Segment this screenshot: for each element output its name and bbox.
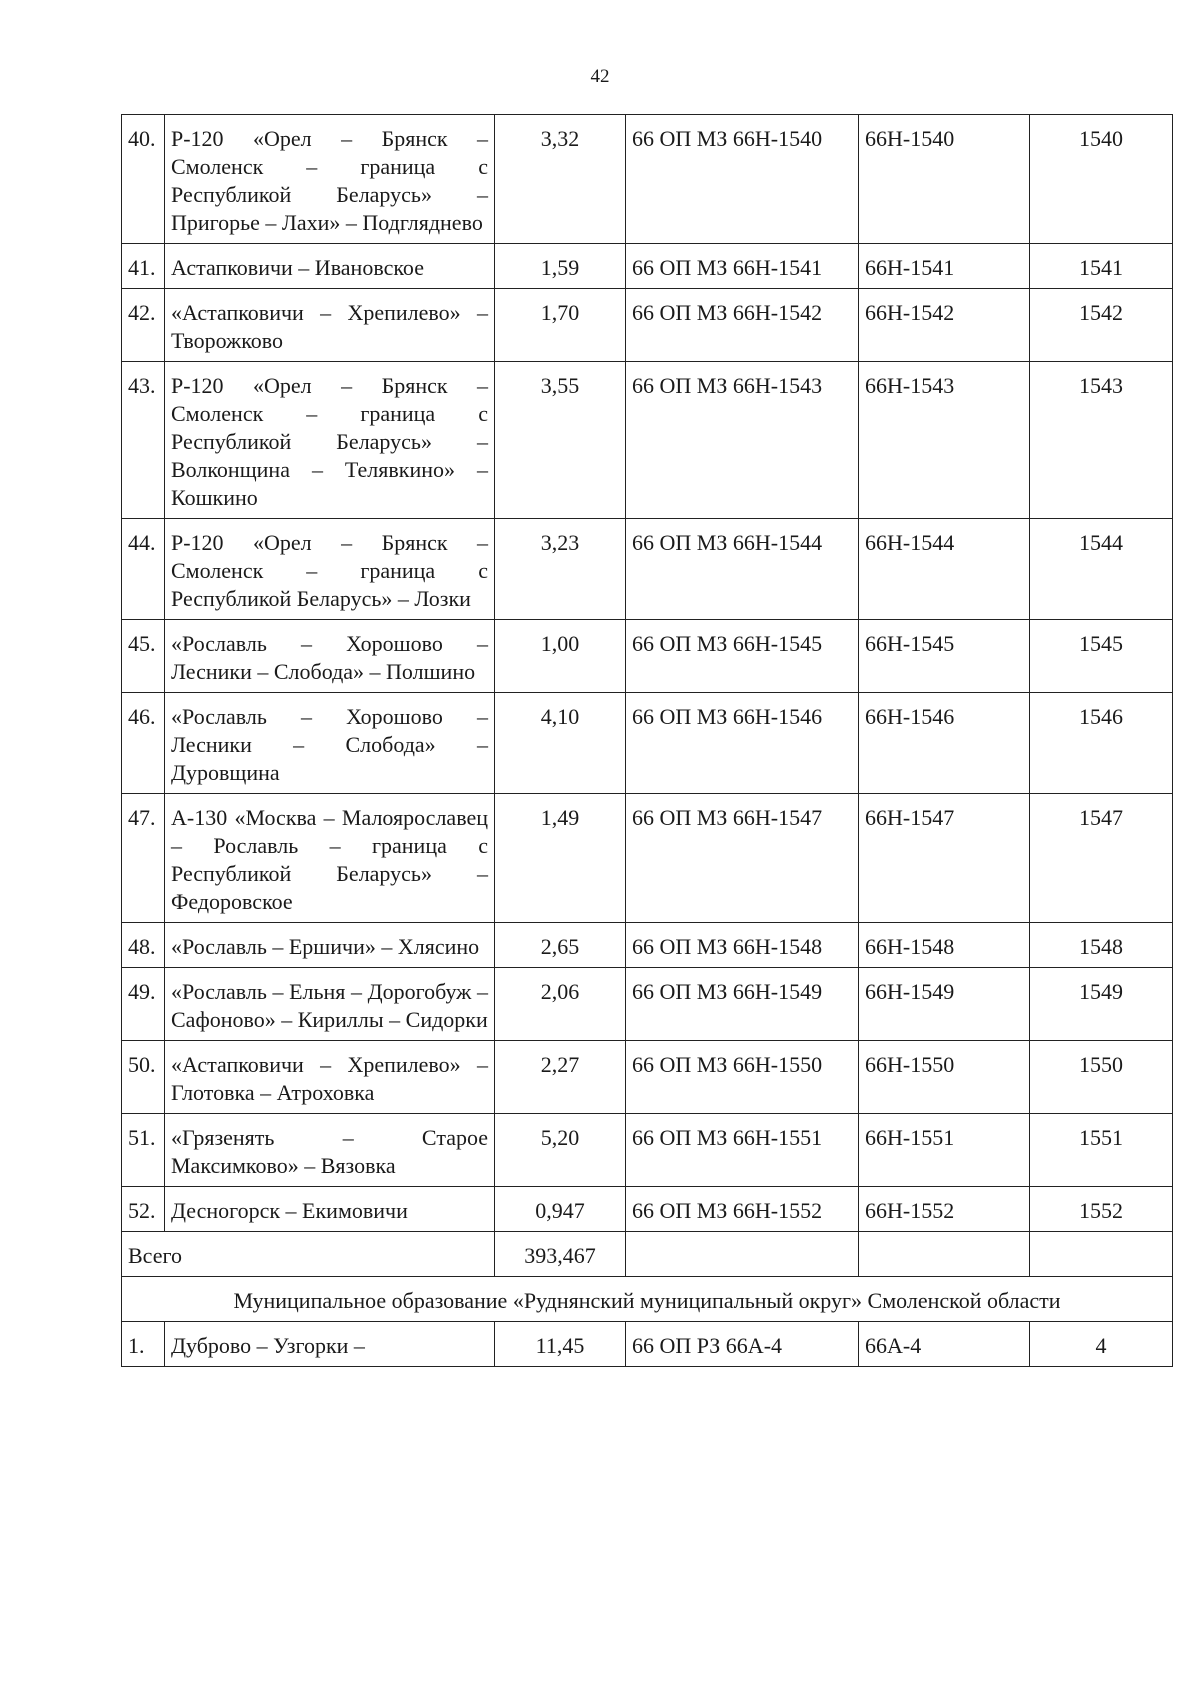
registry-number: 1540 bbox=[1030, 115, 1173, 244]
road-id: 66Н-1544 bbox=[859, 519, 1030, 620]
road-length: 11,45 bbox=[495, 1322, 626, 1367]
registry-number: 1550 bbox=[1030, 1041, 1173, 1114]
road-id: 66Н-1546 bbox=[859, 693, 1030, 794]
road-name: А-130 «Москва – Малоярославец – Рославль – граница с Республикой Беларусь» – Федоровское bbox=[165, 794, 495, 923]
table-row bbox=[122, 244, 1173, 289]
road-length: 1,00 bbox=[495, 620, 626, 693]
row-number: 45. bbox=[122, 620, 165, 693]
road-code: 66 ОП МЗ 66Н-1544 bbox=[626, 519, 859, 620]
road-length: 2,27 bbox=[495, 1041, 626, 1114]
road-code: 66 ОП МЗ 66Н-1541 bbox=[626, 244, 859, 289]
road-code: 66 ОП МЗ 66Н-1540 bbox=[626, 115, 859, 244]
row-number: 43. bbox=[122, 362, 165, 519]
table-row bbox=[122, 362, 1173, 519]
road-code: 66 ОП МЗ 66Н-1546 bbox=[626, 693, 859, 794]
registry-number: 1547 bbox=[1030, 794, 1173, 923]
road-code: 66 ОП МЗ 66Н-1542 bbox=[626, 289, 859, 362]
road-name: Десногорск – Екимовичи bbox=[165, 1187, 495, 1232]
registry-number: 1543 bbox=[1030, 362, 1173, 519]
section-header-row bbox=[122, 1277, 1173, 1322]
road-length: 3,32 bbox=[495, 115, 626, 244]
road-length: 1,59 bbox=[495, 244, 626, 289]
total-value: 393,467 bbox=[495, 1232, 626, 1277]
row-number: 42. bbox=[122, 289, 165, 362]
total-row bbox=[122, 1232, 1173, 1277]
road-id: 66Н-1542 bbox=[859, 289, 1030, 362]
road-id: 66Н-1548 bbox=[859, 923, 1030, 968]
table-row bbox=[122, 1187, 1173, 1232]
road-registry-table bbox=[121, 114, 1173, 1367]
row-number: 51. bbox=[122, 1114, 165, 1187]
table-row bbox=[122, 1114, 1173, 1187]
registry-number: 1541 bbox=[1030, 244, 1173, 289]
road-code: 66 ОП МЗ 66Н-1550 bbox=[626, 1041, 859, 1114]
road-length: 4,10 bbox=[495, 693, 626, 794]
road-id: 66Н-1540 bbox=[859, 115, 1030, 244]
road-id: 66Н-1549 bbox=[859, 968, 1030, 1041]
road-id: 66Н-1552 bbox=[859, 1187, 1030, 1232]
registry-number: 1545 bbox=[1030, 620, 1173, 693]
road-id: 66Н-1551 bbox=[859, 1114, 1030, 1187]
table-row bbox=[122, 794, 1173, 923]
row-number: 47. bbox=[122, 794, 165, 923]
road-name: «Грязенять – Старое Максимково» – Вязовка bbox=[165, 1114, 495, 1187]
empty-cell bbox=[859, 1232, 1030, 1277]
road-code: 66 ОП МЗ 66Н-1548 bbox=[626, 923, 859, 968]
road-length: 2,65 bbox=[495, 923, 626, 968]
road-name: «Астапковичи – Хрепилево» – Творожково bbox=[165, 289, 495, 362]
road-name: Р-120 «Орел – Брянск – Смоленск – граница с Республикой Беларусь» – Пригорье – Лахи» – Подгляднево bbox=[165, 115, 495, 244]
road-id: 66Н-1541 bbox=[859, 244, 1030, 289]
road-code: 66 ОП МЗ 66Н-1551 bbox=[626, 1114, 859, 1187]
registry-number: 1542 bbox=[1030, 289, 1173, 362]
road-code: 66 ОП МЗ 66Н-1543 bbox=[626, 362, 859, 519]
road-name: «Рославль – Ельня – Дорогобуж – Сафоново» – Кириллы – Сидорки bbox=[165, 968, 495, 1041]
row-number: 49. bbox=[122, 968, 165, 1041]
table-row bbox=[122, 620, 1173, 693]
road-name: «Рославль – Ершичи» – Хлясино bbox=[165, 923, 495, 968]
road-id: 66Н-1545 bbox=[859, 620, 1030, 693]
page-number: 42 bbox=[590, 66, 610, 87]
row-number: 48. bbox=[122, 923, 165, 968]
road-name: Дуброво – Узгорки – bbox=[165, 1322, 495, 1367]
row-number: 41. bbox=[122, 244, 165, 289]
empty-cell bbox=[626, 1232, 859, 1277]
registry-number: 1552 bbox=[1030, 1187, 1173, 1232]
road-length: 1,70 bbox=[495, 289, 626, 362]
road-length: 0,947 bbox=[495, 1187, 626, 1232]
road-id: 66Н-1543 bbox=[859, 362, 1030, 519]
row-number: 50. bbox=[122, 1041, 165, 1114]
road-length: 2,06 bbox=[495, 968, 626, 1041]
road-name: Р-120 «Орел – Брянск – Смоленск – граница с Республикой Беларусь» – Лозки bbox=[165, 519, 495, 620]
section-title: Муниципальное образование «Руднянский муниципальный округ» Смоленской области bbox=[122, 1277, 1173, 1322]
road-length: 3,23 bbox=[495, 519, 626, 620]
road-name: «Рославль – Хорошово – Лесники – Слобода» – Полшино bbox=[165, 620, 495, 693]
registry-number: 1549 bbox=[1030, 968, 1173, 1041]
row-number: 44. bbox=[122, 519, 165, 620]
table-row bbox=[122, 923, 1173, 968]
registry-number: 1544 bbox=[1030, 519, 1173, 620]
road-id: 66Н-1547 bbox=[859, 794, 1030, 923]
table-row bbox=[122, 519, 1173, 620]
table-row bbox=[122, 968, 1173, 1041]
table-row bbox=[122, 115, 1173, 244]
table-row bbox=[122, 1041, 1173, 1114]
road-id: 66Н-1550 bbox=[859, 1041, 1030, 1114]
road-code: 66 ОП РЗ 66А-4 bbox=[626, 1322, 859, 1367]
table-body bbox=[122, 115, 1173, 1367]
road-id: 66А-4 bbox=[859, 1322, 1030, 1367]
registry-number: 1551 bbox=[1030, 1114, 1173, 1187]
road-code: 66 ОП МЗ 66Н-1552 bbox=[626, 1187, 859, 1232]
road-code: 66 ОП МЗ 66Н-1549 bbox=[626, 968, 859, 1041]
table-row bbox=[122, 1322, 1173, 1367]
row-number: 52. bbox=[122, 1187, 165, 1232]
table-row bbox=[122, 289, 1173, 362]
road-length: 1,49 bbox=[495, 794, 626, 923]
road-name: Астапковичи – Ивановское bbox=[165, 244, 495, 289]
total-label: Всего bbox=[122, 1232, 495, 1277]
road-name: «Астапковичи – Хрепилево» – Глотовка – Атроховка bbox=[165, 1041, 495, 1114]
registry-number: 1548 bbox=[1030, 923, 1173, 968]
road-length: 3,55 bbox=[495, 362, 626, 519]
empty-cell bbox=[1030, 1232, 1173, 1277]
registry-number: 4 bbox=[1030, 1322, 1173, 1367]
row-number: 46. bbox=[122, 693, 165, 794]
road-length: 5,20 bbox=[495, 1114, 626, 1187]
road-code: 66 ОП МЗ 66Н-1545 bbox=[626, 620, 859, 693]
row-number: 1. bbox=[122, 1322, 165, 1367]
table-row bbox=[122, 693, 1173, 794]
road-code: 66 ОП МЗ 66Н-1547 bbox=[626, 794, 859, 923]
road-name: Р-120 «Орел – Брянск – Смоленск – граница с Республикой Беларусь» – Волконщина – Телявкино» – Кошкино bbox=[165, 362, 495, 519]
row-number: 40. bbox=[122, 115, 165, 244]
road-name: «Рославль – Хорошово – Лесники – Слобода» – Дуровщина bbox=[165, 693, 495, 794]
registry-number: 1546 bbox=[1030, 693, 1173, 794]
